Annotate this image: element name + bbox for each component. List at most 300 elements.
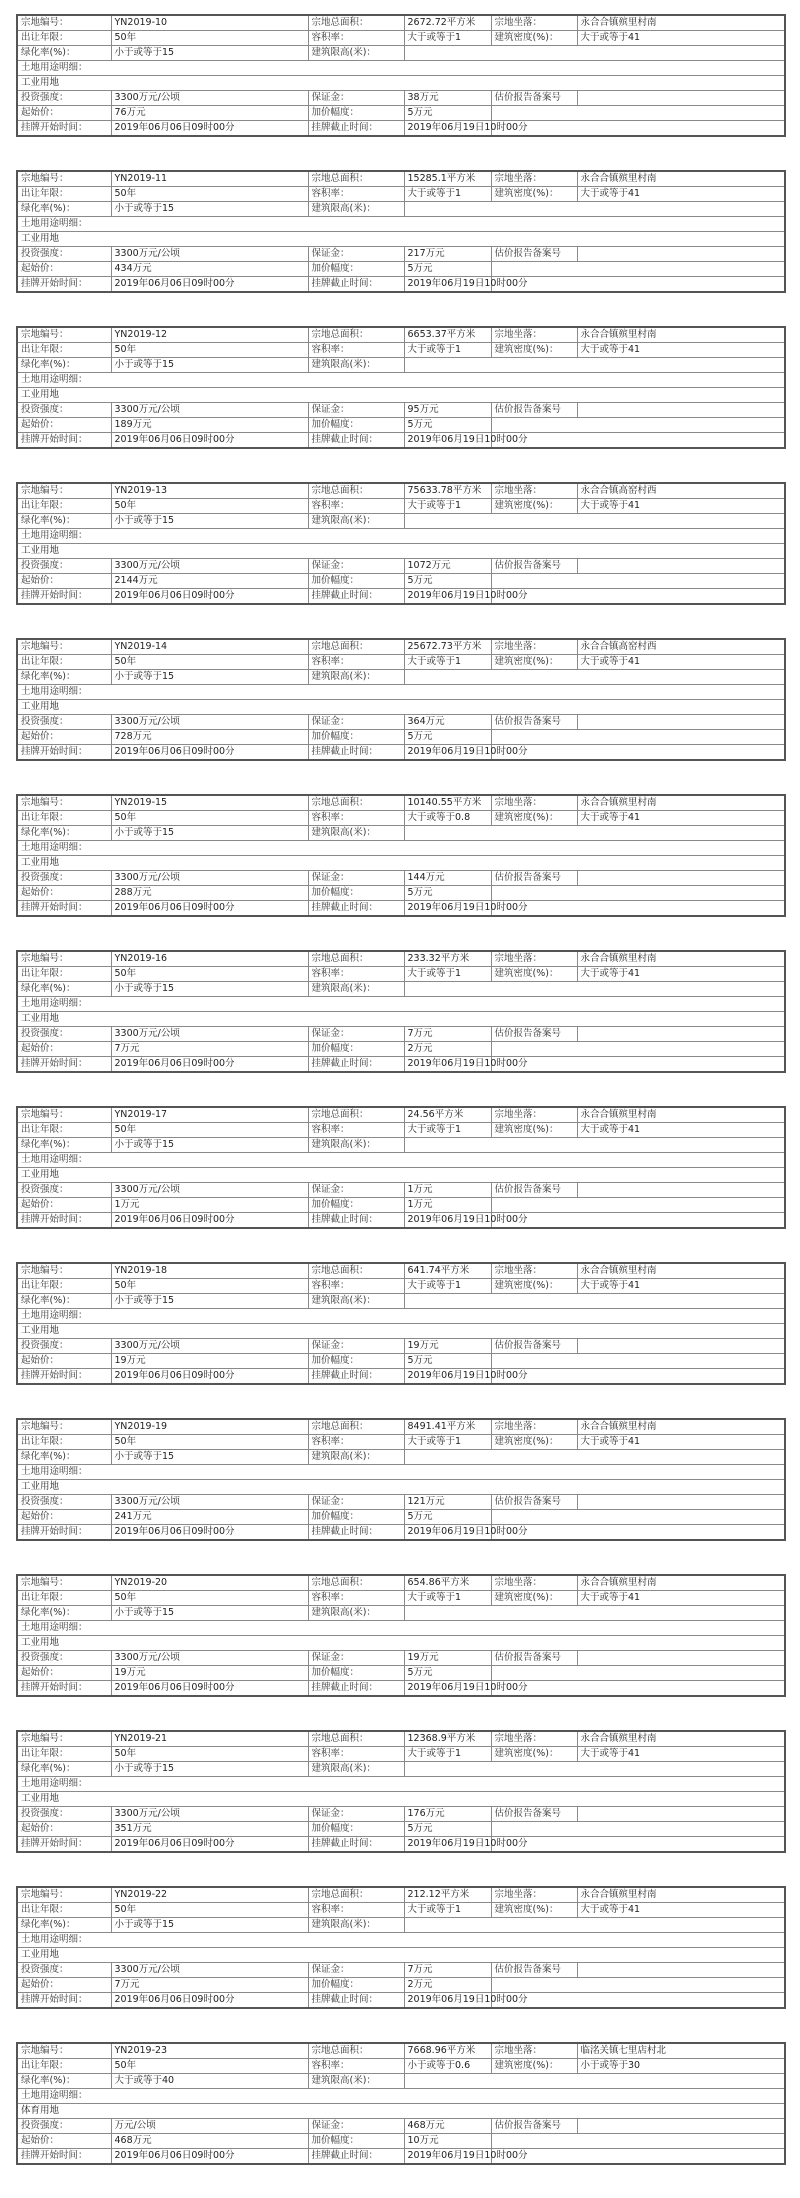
label-listing-start: 挂牌开始时间： [17,121,111,137]
label-term: 出让年限： [17,31,111,46]
parcel-row [17,76,785,91]
label-listing-end: 挂牌截止时间： [308,2149,404,2165]
parcel-row [17,871,785,886]
label-height: 建筑限高(米)： [308,982,404,997]
value-start-price: 468万元 [111,2134,308,2149]
label-total-area: 宗地总面积： [308,15,404,31]
label-deposit: 保证金： [308,247,404,262]
parcel-row [17,982,785,997]
parcel-row [17,1107,785,1123]
label-density: 建筑密度(%)： [491,967,577,982]
parcel-row [17,1168,785,1183]
label-term: 出让年限： [17,499,111,514]
label-deposit: 保证金： [308,559,404,574]
value-area: 12368.9平方米 [404,1731,491,1747]
parcel-row [17,1762,785,1777]
value-area: 10140.55平方米 [404,795,491,811]
empty-cell [404,46,785,61]
parcel-row [17,217,785,232]
label-term: 出让年限： [17,1903,111,1918]
value-green: 小于或等于15 [111,982,308,997]
value-use: 体育用地 [17,2104,785,2119]
label-listing-start: 挂牌开始时间： [17,1525,111,1541]
label-start-price: 起始价： [17,574,111,589]
label-listing-end: 挂牌截止时间： [308,901,404,917]
value-start-time: 2019年06月06日09时00分 [111,1057,308,1073]
parcel-row [17,1123,785,1138]
parcel-row [17,1978,785,1993]
label-green: 绿化率(%)： [17,670,111,685]
label-location: 宗地坐落： [491,1887,577,1903]
parcel-table [16,1886,786,2009]
label-location: 宗地坐落： [491,15,577,31]
parcel-table [16,1730,786,1853]
parcel-row [17,358,785,373]
label-location: 宗地坐落： [491,795,577,811]
value-green: 小于或等于15 [111,826,308,841]
empty-cell [491,433,785,449]
empty-cell [491,1837,785,1853]
label-parcel-no: 宗地编号： [17,483,111,499]
value-invest: 3300万元/公顷 [111,91,308,106]
value-area: 25672.73平方米 [404,639,491,655]
parcel-table [16,14,786,137]
value-location: 永合合镇高窑村西 [577,639,785,655]
parcel-row [17,499,785,514]
label-appraisal: 估价报告备案号 [491,247,577,262]
empty-cell [577,91,785,106]
parcel-row [17,700,785,715]
value-start-price: 351万元 [111,1822,308,1837]
label-invest: 投资强度： [17,715,111,730]
value-no: YN2019-14 [111,639,308,655]
value-location: 永合合镇高窑村西 [577,483,785,499]
label-density: 建筑密度(%)： [491,811,577,826]
label-start-price: 起始价： [17,886,111,901]
parcel-table [16,2042,786,2165]
label-total-area: 宗地总面积： [308,171,404,187]
label-listing-end: 挂牌截止时间： [308,1681,404,1697]
value-deposit: 7万元 [404,1027,491,1042]
value-location: 永合合镇殡里村南 [577,1731,785,1747]
value-term: 50年 [111,1123,308,1138]
value-end-time: 2019年06月19日10时00分 [404,1369,491,1385]
label-appraisal: 估价报告备案号 [491,559,577,574]
label-listing-end: 挂牌截止时间： [308,1213,404,1229]
label-height: 建筑限高(米)： [308,670,404,685]
value-area: 233.32平方米 [404,951,491,967]
value-use: 工业用地 [17,544,785,559]
label-deposit: 保证金： [308,1027,404,1042]
empty-cell [491,121,785,137]
value-area: 8491.41平方米 [404,1419,491,1435]
value-increment: 5万元 [404,106,491,121]
label-height: 建筑限高(米)： [308,1138,404,1153]
parcel-row [17,1057,785,1073]
label-density: 建筑密度(%)： [491,1903,577,1918]
label-parcel-no: 宗地编号： [17,1263,111,1279]
label-use-detail: 土地用途明细： [17,685,785,700]
parcel-row [17,2119,785,2134]
label-deposit: 保证金： [308,1183,404,1198]
value-invest: 3300万元/公顷 [111,1963,308,1978]
empty-cell [404,1450,785,1465]
parcel-row [17,1747,785,1762]
label-term: 出让年限： [17,967,111,982]
parcel-row [17,1480,785,1495]
value-green: 小于或等于15 [111,1762,308,1777]
value-density: 大于或等于41 [577,499,785,514]
label-parcel-no: 宗地编号： [17,1107,111,1123]
value-location: 永合合镇殡里村南 [577,171,785,187]
label-green: 绿化率(%)： [17,1918,111,1933]
parcel-row [17,1354,785,1369]
label-invest: 投资强度： [17,91,111,106]
label-parcel-no: 宗地编号： [17,951,111,967]
parcel-row [17,1042,785,1057]
parcel-row [17,1963,785,1978]
empty-cell [404,1138,785,1153]
label-invest: 投资强度： [17,559,111,574]
value-start-price: 19万元 [111,1354,308,1369]
parcel-row [17,277,785,293]
value-area: 654.86平方米 [404,1575,491,1591]
value-area: 15285.1平方米 [404,171,491,187]
empty-cell [491,1978,785,1993]
label-invest: 投资强度： [17,403,111,418]
value-density: 大于或等于41 [577,1591,785,1606]
empty-cell [491,106,785,121]
parcel-row [17,886,785,901]
parcel-row [17,1777,785,1792]
empty-cell [491,1198,785,1213]
label-total-area: 宗地总面积： [308,1419,404,1435]
value-end-time: 2019年06月19日10时00分 [404,1837,491,1853]
label-increment: 加价幅度： [308,1198,404,1213]
label-term: 出让年限： [17,1279,111,1294]
label-location: 宗地坐落： [491,1107,577,1123]
value-area: 7668.96平方米 [404,2043,491,2059]
parcel-row [17,514,785,529]
value-term: 50年 [111,1747,308,1762]
label-term: 出让年限： [17,1123,111,1138]
parcel-row [17,1450,785,1465]
label-green: 绿化率(%)： [17,514,111,529]
value-location: 永合合镇殡里村南 [577,1887,785,1903]
parcel-row [17,232,785,247]
parcel-row [17,1837,785,1853]
empty-cell [404,982,785,997]
value-far: 大于或等于1 [404,1279,491,1294]
parcel-row [17,841,785,856]
value-density: 大于或等于41 [577,1435,785,1450]
label-far: 容积率： [308,1435,404,1450]
label-density: 建筑密度(%)： [491,1435,577,1450]
parcel-row [17,202,785,217]
label-use-detail: 土地用途明细： [17,1621,785,1636]
label-increment: 加价幅度： [308,730,404,745]
label-listing-end: 挂牌截止时间： [308,277,404,293]
label-invest: 投资强度： [17,1027,111,1042]
label-far: 容积率： [308,31,404,46]
parcel-row [17,1369,785,1385]
value-start-price: 434万元 [111,262,308,277]
value-far: 大于或等于1 [404,499,491,514]
value-invest: 3300万元/公顷 [111,247,308,262]
label-invest: 投资强度： [17,871,111,886]
value-green: 小于或等于15 [111,358,308,373]
value-end-time: 2019年06月19日10时00分 [404,1525,491,1541]
label-far: 容积率： [308,187,404,202]
value-deposit: 121万元 [404,1495,491,1510]
label-parcel-no: 宗地编号： [17,2043,111,2059]
label-density: 建筑密度(%)： [491,1591,577,1606]
label-total-area: 宗地总面积： [308,1107,404,1123]
parcel-table [16,1418,786,1541]
value-green: 小于或等于15 [111,514,308,529]
value-start-time: 2019年06月06日09时00分 [111,589,308,605]
label-total-area: 宗地总面积： [308,639,404,655]
parcel-row [17,589,785,605]
value-deposit: 144万元 [404,871,491,886]
value-increment: 5万元 [404,262,491,277]
value-no: YN2019-13 [111,483,308,499]
empty-cell [577,2119,785,2134]
label-total-area: 宗地总面积： [308,483,404,499]
label-listing-end: 挂牌截止时间： [308,589,404,605]
empty-cell [491,262,785,277]
parcel-row [17,327,785,343]
empty-cell [404,670,785,685]
value-term: 50年 [111,1435,308,1450]
value-density: 大于或等于41 [577,1123,785,1138]
parcel-row [17,715,785,730]
parcel-table [16,482,786,605]
value-use: 工业用地 [17,1168,785,1183]
value-location: 永合合镇殡里村南 [577,795,785,811]
parcel-row [17,997,785,1012]
empty-cell [577,1339,785,1354]
parcel-row [17,2149,785,2165]
parcel-row [17,31,785,46]
value-invest: 3300万元/公顷 [111,871,308,886]
value-term: 50年 [111,2059,308,2074]
parcel-row [17,1153,785,1168]
value-green: 小于或等于15 [111,1138,308,1153]
label-density: 建筑密度(%)： [491,499,577,514]
label-term: 出让年限： [17,1591,111,1606]
label-total-area: 宗地总面积： [308,1731,404,1747]
label-use-detail: 土地用途明细： [17,841,785,856]
label-appraisal: 估价报告备案号 [491,871,577,886]
parcel-row [17,91,785,106]
parcel-row [17,1419,785,1435]
label-appraisal: 估价报告备案号 [491,1651,577,1666]
parcel-row [17,1465,785,1480]
parcel-row [17,187,785,202]
value-end-time: 2019年06月19日10时00分 [404,277,491,293]
parcel-row [17,951,785,967]
value-start-time: 2019年06月06日09时00分 [111,901,308,917]
value-use: 工业用地 [17,1324,785,1339]
label-appraisal: 估价报告备案号 [491,403,577,418]
value-end-time: 2019年06月19日10时00分 [404,1993,491,2009]
value-term: 50年 [111,31,308,46]
label-appraisal: 估价报告备案号 [491,715,577,730]
label-listing-start: 挂牌开始时间： [17,1369,111,1385]
label-green: 绿化率(%)： [17,1138,111,1153]
parcel-row [17,967,785,982]
label-parcel-no: 宗地编号： [17,795,111,811]
value-invest: 3300万元/公顷 [111,1495,308,1510]
label-invest: 投资强度： [17,247,111,262]
value-area: 6653.37平方米 [404,327,491,343]
label-location: 宗地坐落： [491,1575,577,1591]
value-no: YN2019-23 [111,2043,308,2059]
parcel-row [17,1198,785,1213]
label-start-price: 起始价： [17,1822,111,1837]
label-green: 绿化率(%)： [17,1294,111,1309]
label-parcel-no: 宗地编号： [17,327,111,343]
empty-cell [404,202,785,217]
parcel-row [17,639,785,655]
label-increment: 加价幅度： [308,418,404,433]
value-use: 工业用地 [17,1012,785,1027]
value-use: 工业用地 [17,856,785,871]
label-location: 宗地坐落： [491,1731,577,1747]
value-start-price: 189万元 [111,418,308,433]
label-listing-start: 挂牌开始时间： [17,1837,111,1853]
empty-cell [491,1354,785,1369]
value-use: 工业用地 [17,232,785,247]
value-green: 小于或等于15 [111,1918,308,1933]
label-total-area: 宗地总面积： [308,795,404,811]
value-start-price: 2144万元 [111,574,308,589]
value-deposit: 468万元 [404,2119,491,2134]
value-invest: 3300万元/公顷 [111,715,308,730]
parcel-row [17,544,785,559]
label-invest: 投资强度： [17,2119,111,2134]
parcel-table [16,1262,786,1385]
value-invest: 3300万元/公顷 [111,1183,308,1198]
label-listing-start: 挂牌开始时间： [17,1681,111,1697]
label-location: 宗地坐落： [491,1419,577,1435]
label-density: 建筑密度(%)： [491,1747,577,1762]
label-listing-end: 挂牌截止时间： [308,1993,404,2009]
label-far: 容积率： [308,811,404,826]
label-term: 出让年限： [17,1747,111,1762]
value-term: 50年 [111,187,308,202]
label-listing-start: 挂牌开始时间： [17,1993,111,2009]
label-far: 容积率： [308,1903,404,1918]
value-increment: 5万元 [404,1822,491,1837]
value-use: 工业用地 [17,1480,785,1495]
empty-cell [404,1918,785,1933]
value-no: YN2019-21 [111,1731,308,1747]
parcel-row [17,1279,785,1294]
value-far: 大于或等于1 [404,1435,491,1450]
label-invest: 投资强度： [17,1495,111,1510]
value-no: YN2019-22 [111,1887,308,1903]
value-location: 永合合镇殡里村南 [577,327,785,343]
label-height: 建筑限高(米)： [308,514,404,529]
empty-cell [491,1681,785,1697]
value-area: 212.12平方米 [404,1887,491,1903]
parcel-row [17,171,785,187]
value-start-price: 1万元 [111,1198,308,1213]
value-location: 永合合镇殡里村南 [577,1419,785,1435]
label-term: 出让年限： [17,343,111,358]
value-start-time: 2019年06月06日09时00分 [111,1213,308,1229]
label-invest: 投资强度： [17,1651,111,1666]
empty-cell [577,403,785,418]
parcel-row [17,1621,785,1636]
label-height: 建筑限高(米)： [308,1762,404,1777]
label-use-detail: 土地用途明细： [17,1465,785,1480]
parcel-row [17,1807,785,1822]
empty-cell [491,730,785,745]
value-end-time: 2019年06月19日10时00分 [404,121,491,137]
empty-cell [491,745,785,761]
empty-cell [491,277,785,293]
value-density: 大于或等于41 [577,811,785,826]
label-height: 建筑限高(米)： [308,1606,404,1621]
label-green: 绿化率(%)： [17,1762,111,1777]
value-invest: 3300万元/公顷 [111,1339,308,1354]
label-increment: 加价幅度： [308,106,404,121]
empty-cell [404,826,785,841]
label-total-area: 宗地总面积： [308,1575,404,1591]
empty-cell [577,1963,785,1978]
parcel-row [17,826,785,841]
parcel-row [17,529,785,544]
label-parcel-no: 宗地编号： [17,1575,111,1591]
value-start-time: 2019年06月06日09时00分 [111,1681,308,1697]
parcel-row [17,1903,785,1918]
label-use-detail: 土地用途明细： [17,1309,785,1324]
label-listing-end: 挂牌截止时间： [308,121,404,137]
label-density: 建筑密度(%)： [491,187,577,202]
value-density: 大于或等于41 [577,1279,785,1294]
label-parcel-no: 宗地编号： [17,1731,111,1747]
label-listing-start: 挂牌开始时间： [17,745,111,761]
parcel-row [17,559,785,574]
parcel-row [17,1510,785,1525]
label-start-price: 起始价： [17,418,111,433]
label-increment: 加价幅度： [308,1042,404,1057]
label-use-detail: 土地用途明细： [17,61,785,76]
label-height: 建筑限高(米)： [308,1450,404,1465]
label-density: 建筑密度(%)： [491,1279,577,1294]
label-increment: 加价幅度： [308,2134,404,2149]
value-far: 大于或等于1 [404,1903,491,1918]
empty-cell [491,901,785,917]
empty-cell [491,418,785,433]
value-location: 临洺关镇七里店村北 [577,2043,785,2059]
value-invest: 万元/公顷 [111,2119,308,2134]
value-no: YN2019-17 [111,1107,308,1123]
label-green: 绿化率(%)： [17,202,111,217]
value-location: 永合合镇殡里村南 [577,951,785,967]
parcel-table [16,326,786,449]
label-deposit: 保证金： [308,1339,404,1354]
parcel-row [17,15,785,31]
value-start-price: 241万元 [111,1510,308,1525]
label-invest: 投资强度： [17,1339,111,1354]
parcel-table [16,170,786,293]
label-far: 容积率： [308,343,404,358]
label-start-price: 起始价： [17,730,111,745]
